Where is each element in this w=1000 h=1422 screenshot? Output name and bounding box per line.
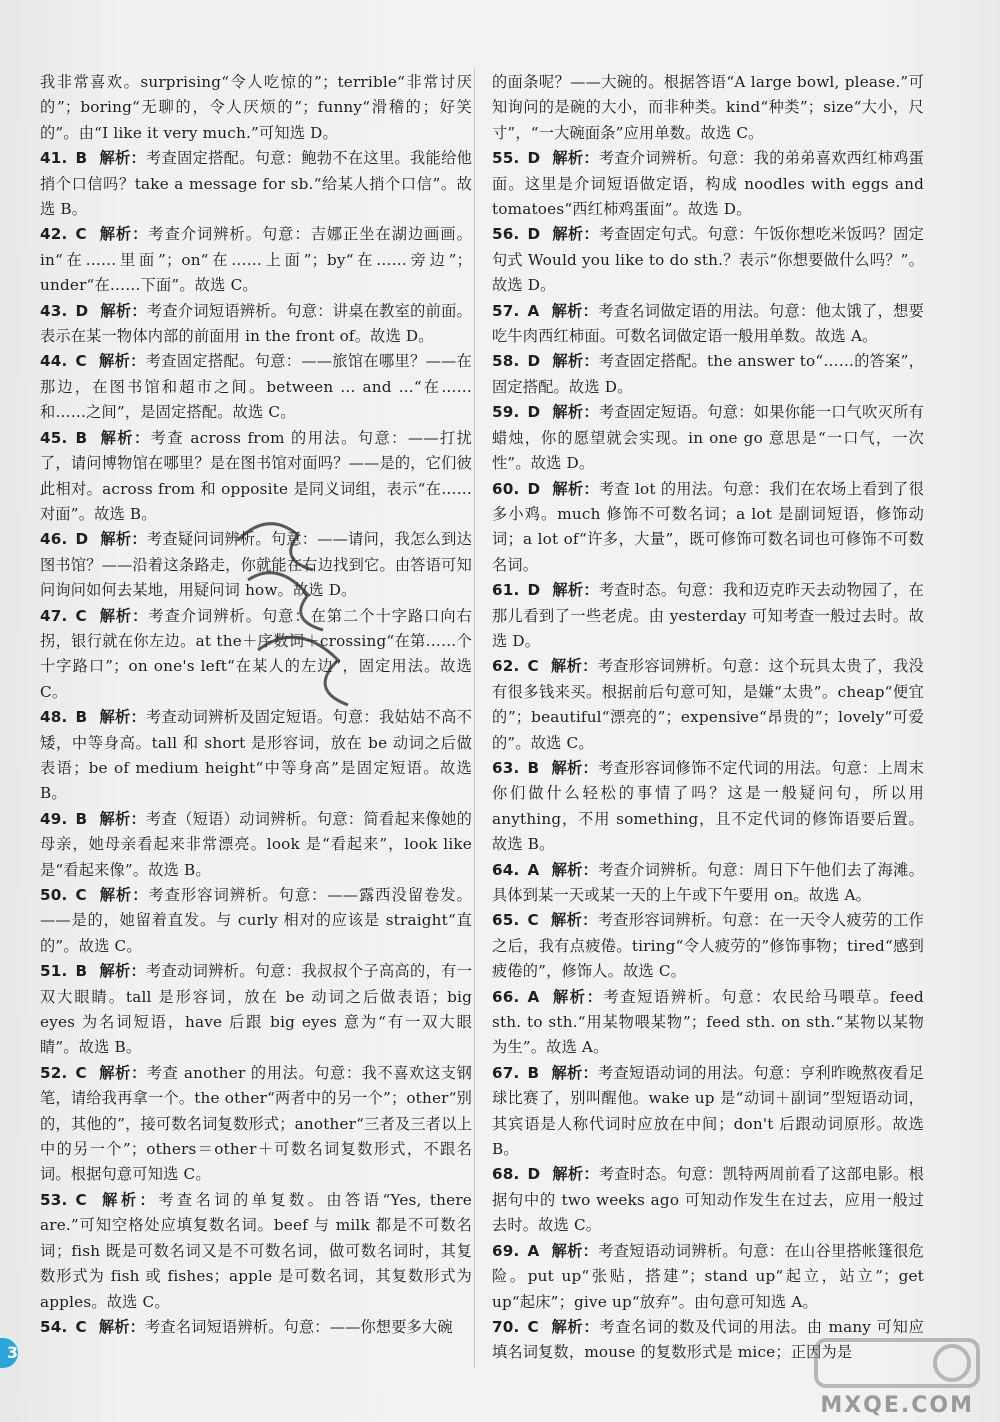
analysis-label: 解析： bbox=[98, 1317, 146, 1336]
analysis-text: 考查名词做定语的用法。句意：他太饿了，想要吃牛肉西红柿面。可数名词做定语一般用单数。故选 A。 bbox=[492, 301, 924, 346]
analysis-label: 解析： bbox=[99, 809, 147, 828]
question-number: 66. bbox=[492, 987, 520, 1006]
answer-entry bbox=[492, 578, 924, 654]
analysis-label: 解析： bbox=[551, 860, 599, 879]
analysis-text: 考查介词辨析。句意：我的弟弟喜欢西红柿鸡蛋面。这里是介词短语做定语，构成 noodles with eggs and tomatoes“西红柿鸡蛋面”。故选 D。 bbox=[492, 149, 924, 219]
analysis-text: 考查短语动词辨析。句意：在山谷里搭帐篷很危险。put up“张贴，搭建”；stand up“起立，站立”；get up“起床”；give up“放弃”。由句意可知选 A。 bbox=[492, 1241, 924, 1311]
analysis-label: 解析： bbox=[100, 301, 147, 320]
watermark-text: MXQE.COM bbox=[820, 1393, 974, 1418]
answer-entry bbox=[492, 477, 924, 579]
analysis-text: 考查固定搭配。句意：鲍勃不在这里。我能给他捎个口信吗？take a message for sb.“给某人捎个口信”。故选 B。 bbox=[40, 149, 472, 219]
handwriting-scribble bbox=[218, 500, 368, 730]
question-number: 57. bbox=[492, 301, 520, 320]
analysis-label: 解析： bbox=[552, 352, 599, 371]
answer-entry bbox=[40, 70, 472, 146]
answer-entry bbox=[492, 1061, 924, 1163]
analysis-label: 解析： bbox=[98, 886, 149, 904]
analysis-label: 解析： bbox=[98, 606, 149, 625]
question-number: 46. bbox=[40, 530, 68, 549]
analysis-text: 我非常喜欢。surprising“令人吃惊的”；terrible“非常讨厌的”；boring“无聊的，令人厌烦的”；funny“滑稽的；好笑的”。由“I like it very much.”可知选 D。 bbox=[40, 73, 472, 142]
analysis-text: 考查 another 的用法。句意：我不喜欢这支钢笔，请给我再拿一个。the other“两者中的另一个”；other“别的，其他的”，接可数名词复数形式；another“三者及三者以上中的另一个”；others＝other＋可数名词复数形式，不跟名词。根据句意可知选 C。 bbox=[40, 1063, 472, 1184]
answer-letter: B bbox=[75, 708, 88, 727]
answer-entry bbox=[492, 985, 924, 1061]
analysis-label: 解析： bbox=[99, 428, 151, 447]
answer-letter: C bbox=[75, 1063, 87, 1082]
question-number: 64. bbox=[492, 860, 520, 879]
answer-letter: D bbox=[527, 352, 541, 371]
analysis-text: 考查介词辨析。句意：在第二个十字路口向右拐，银行就在你左边。at the＋序数词＋crossing“在第……个十字路口”；on one's left“在某人的左边”，固定用法。故选 C。 bbox=[40, 606, 473, 701]
analysis-label: 解析： bbox=[98, 225, 149, 244]
right-column bbox=[492, 70, 924, 1366]
answer-letter: D bbox=[527, 581, 541, 600]
question-number: 47. bbox=[40, 606, 68, 625]
answer-letter: D bbox=[75, 301, 89, 320]
answer-entry bbox=[492, 299, 924, 350]
question-number: 67. bbox=[492, 1063, 520, 1082]
answer-entry bbox=[40, 349, 472, 425]
answer-letter: A bbox=[527, 1241, 540, 1260]
analysis-text: 的面条呢？——大碗的。根据答语“A large bowl, please.”可知询问的是碗的大小，而非种类。kind“种类”；size“大小，尺寸”，“一大碗面条”应用单数。故选 C。 bbox=[492, 73, 924, 142]
question-number: 65. bbox=[492, 911, 520, 930]
question-number: 42. bbox=[40, 225, 68, 244]
analysis-text: 考查（短语）动词辨析。句意：简看起来像她的母亲，她母亲看起来非常漂亮。look 是“看起来”，look like 是“看起来像”。故选 B。 bbox=[40, 809, 472, 879]
answer-letter: B bbox=[75, 809, 88, 828]
analysis-text: 考查短语辨析。句意：农民给马喂草。feed sth. to sth.“用某物喂某物”；feed sth. on sth.“某物以某物为生”。故选 A。 bbox=[492, 987, 924, 1057]
analysis-text: 考查名词的数及代词的用法。由 many 可知应填名词复数，mouse 的复数形式是 mice；正因为是 bbox=[492, 1317, 925, 1362]
question-number: 44. bbox=[40, 352, 68, 371]
analysis-text: 考查固定短语。句意：如果你能一口气吹灭所有蜡烛，你的愿望就会实现。in one go 意思是“一口气，一次性”。故选 D。 bbox=[492, 403, 924, 473]
answer-letter: B bbox=[527, 758, 540, 777]
answer-letter: C bbox=[75, 606, 87, 625]
analysis-text: 考查名词短语辨析。句意：——你想要多大碗 bbox=[145, 1317, 453, 1336]
question-number: 62. bbox=[492, 657, 520, 676]
analysis-label: 解析： bbox=[98, 1063, 147, 1082]
page-number-tab: 3 bbox=[0, 1338, 18, 1368]
analysis-text: 考查动词辨析。句意：我叔叔个子高高的，有一双大眼睛。tall 是形容词，放在 be 动词之后做表语；big eyes 为名词短语，have 后跟 big eyes 意为“有一双大眼睛”。故选 B。 bbox=[40, 962, 472, 1057]
question-number: 54. bbox=[40, 1317, 68, 1336]
analysis-label: 解析： bbox=[98, 352, 146, 371]
analysis-text: 考查形容词修饰不定代词的用法。句意：上周末你们做什么轻松的事情了吗？这是一般疑问句，所以用 anything，不用 something，且不定代词的修饰语要后置。故选 B。 bbox=[492, 758, 924, 854]
analysis-text: 考查 across from 的用法。句意：——打扰了，请问博物馆在哪里？是在图书馆对面吗？——是的，它们彼此相对。across from 和 opposite 是同义词组，表示“在……对面”。故选 B。 bbox=[40, 428, 472, 523]
analysis-label: 解析： bbox=[550, 911, 598, 930]
analysis-label: 解析： bbox=[552, 479, 599, 498]
answer-letter: B bbox=[75, 149, 88, 168]
analysis-label: 解析： bbox=[552, 225, 599, 244]
analysis-text: 考查固定句式。句意：午饭你想吃米饭吗？固定句式 Would you like to do sth.？表示“你想要做什么吗？”。故选 D。 bbox=[492, 225, 924, 295]
answer-letter: A bbox=[527, 860, 540, 879]
answer-entry bbox=[492, 70, 924, 146]
answer-letter: D bbox=[527, 1165, 541, 1184]
analysis-text: 考查固定搭配。the answer to“……的答案”，固定搭配。故选 D。 bbox=[492, 352, 924, 396]
analysis-label: 解析： bbox=[99, 962, 147, 981]
answer-letter: B bbox=[527, 1063, 540, 1082]
answer-letter: C bbox=[75, 886, 87, 904]
analysis-label: 解析： bbox=[550, 1317, 600, 1336]
answer-entry bbox=[40, 1188, 472, 1315]
answer-entry bbox=[492, 400, 924, 476]
analysis-text: 考查形容词辨析。句意：——露西没留卷发。——是的，她留着直发。与 curly 相对的应该是 straight“直的”。故选 C。 bbox=[40, 886, 472, 955]
analysis-label: 解析： bbox=[551, 1241, 599, 1260]
answer-entry bbox=[492, 146, 924, 222]
answer-letter: D bbox=[527, 225, 541, 244]
analysis-text: 考查形容词辨析。句意：在一天令人疲劳的工作之后，我有点疲倦。tiring“令人疲劳的”修饰事物；tired“感到疲倦的”，修饰人。故选 C。 bbox=[492, 911, 925, 981]
analysis-label: 解析： bbox=[552, 1165, 599, 1184]
analysis-text: 考查介词辨析。句意：吉娜正坐在湖边画画。in“在……里面”；on“在……上面”；by“在……旁边”；under“在……下面”。故选 C。 bbox=[40, 225, 473, 295]
question-number: 68. bbox=[492, 1165, 520, 1184]
answer-letter: C bbox=[75, 1190, 87, 1209]
analysis-label: 解析： bbox=[99, 149, 147, 168]
answer-entry bbox=[492, 222, 924, 298]
answer-entry bbox=[492, 858, 924, 909]
analysis-label: 解析： bbox=[551, 758, 599, 777]
answer-entry bbox=[492, 654, 924, 756]
answer-letter: C bbox=[527, 657, 539, 676]
question-number: 51. bbox=[40, 962, 68, 981]
analysis-text: 考查形容词辨析。句意：这个玩具太贵了，我没有很多钱来买。根据前后句意可知，是嫌“太贵”。cheap“便宜的”；beautiful“漂亮的”；expensive“昂贵的”；lovely“可爱的”。故选 C。 bbox=[492, 657, 925, 752]
question-number: 52. bbox=[40, 1063, 68, 1082]
answer-letter: A bbox=[527, 301, 540, 320]
question-number: 50. bbox=[40, 886, 68, 904]
question-number: 55. bbox=[492, 149, 520, 168]
question-number: 49. bbox=[40, 809, 68, 828]
question-number: 43. bbox=[40, 301, 68, 320]
question-number: 61. bbox=[492, 581, 520, 600]
answer-entry bbox=[40, 299, 472, 350]
question-number: 56. bbox=[492, 225, 520, 244]
answer-entry bbox=[40, 883, 472, 959]
analysis-label: 解析： bbox=[552, 581, 599, 600]
answer-letter: C bbox=[75, 352, 87, 371]
question-number: 70. bbox=[492, 1317, 520, 1336]
answer-letter: B bbox=[75, 428, 88, 447]
answer-letter: D bbox=[527, 479, 541, 498]
analysis-text: 考查时态。句意：我和迈克昨天去动物园了，在那儿看到了一些老虎。由 yesterday 可知考查一般过去时。故选 D。 bbox=[492, 581, 924, 650]
question-number: 53. bbox=[40, 1190, 68, 1209]
answer-letter: C bbox=[75, 1317, 87, 1336]
answer-entry bbox=[40, 807, 472, 883]
answer-letter: D bbox=[75, 530, 89, 549]
answer-entry bbox=[492, 1162, 924, 1238]
answer-entry bbox=[40, 1061, 472, 1188]
analysis-text: 考查动词辨析及固定短语。句意：我姑姑不高不矮，中等身高。tall 和 short 是形容词，放在 be 动词之后做表语；be of medium height“中等身高”是固定短语。故选 B。 bbox=[40, 708, 472, 803]
analysis-label: 解析： bbox=[100, 530, 147, 549]
answer-entry bbox=[40, 959, 472, 1061]
analysis-label: 解析： bbox=[552, 403, 599, 422]
analysis-label: 解析： bbox=[551, 1063, 599, 1082]
analysis-text: 考查疑问词辨析。句意：——请问，我怎么到达图书馆？——沿着这条路走，你就能在右边找到它。由答语可知问询问如何去某地，用疑问词 how。故选 D。 bbox=[40, 530, 472, 600]
analysis-label: 解析： bbox=[98, 1190, 159, 1209]
answer-entry bbox=[492, 756, 924, 858]
question-number: 45. bbox=[40, 428, 68, 447]
answer-letter: B bbox=[75, 962, 88, 981]
analysis-text: 考查介词辨析。句意：周日下午他们去了海滩。具体到某一天或某一天的上午或下午要用 on。故选 A。 bbox=[492, 860, 924, 904]
answer-entry bbox=[492, 908, 924, 984]
analysis-text: 考查时态。句意：凯特两周前看了这部电影。根据句中的 two weeks ago 可知动作发生在过去，应用一般过去时。故选 C。 bbox=[492, 1165, 924, 1235]
analysis-label: 解析： bbox=[551, 987, 604, 1006]
question-number: 60. bbox=[492, 479, 520, 498]
answer-letter: C bbox=[527, 911, 539, 930]
question-number: 41. bbox=[40, 149, 68, 168]
answer-letter: D bbox=[527, 149, 541, 168]
answer-entry bbox=[40, 146, 472, 222]
answer-letter: D bbox=[527, 403, 541, 422]
question-number: 69. bbox=[492, 1241, 520, 1260]
answer-entry bbox=[492, 1239, 924, 1315]
analysis-text: 考查短语动词的用法。句意：亨利昨晚熬夜看足球比赛了，别叫醒他。wake up 是“动词＋副词”型短语动词，其宾语是人称代词时应放在中间；don't 后跟动词原形。故选 B。 bbox=[492, 1063, 924, 1159]
question-number: 63. bbox=[492, 758, 520, 777]
analysis-text: 考查固定搭配。句意：——旅馆在哪里？——在那边，在图书馆和超市之间。between ... and ...“在……和……之间”，是固定搭配。故选 C。 bbox=[40, 352, 472, 422]
answer-entry bbox=[40, 1315, 472, 1340]
answer-entry bbox=[40, 222, 472, 298]
answer-letter: A bbox=[527, 987, 540, 1006]
question-number: 48. bbox=[40, 708, 68, 727]
column-divider bbox=[474, 68, 475, 1368]
analysis-text: 考查介词短语辨析。句意：讲桌在教室的前面。表示在某一物体内部的前面用 in the front of。故选 D。 bbox=[40, 301, 472, 346]
answer-entry bbox=[492, 349, 924, 400]
analysis-label: 解析： bbox=[99, 708, 147, 727]
answer-letter: C bbox=[75, 225, 87, 244]
question-number: 58. bbox=[492, 352, 520, 371]
analysis-text: 考查名词的单复数。由答语“Yes, there are.”可知空格处应填复数名词。beef 与 milk 都是不可数名词；fish 既是可数名词又是不可数名词，做可数名词时，其复数形式为 fish 或 fishes；apple 是可数名词，其复数形式为 apples。故选 C。 bbox=[40, 1190, 472, 1311]
analysis-label: 解析： bbox=[551, 301, 599, 320]
analysis-label: 解析： bbox=[552, 149, 599, 168]
analysis-text: 考查 lot 的用法。句意：我们在农场上看到了很多小鸡。much 修饰不可数名词；a lot 是副词短语，修饰动词；a lot of“许多，大量”，既可修饰可数名词也可修饰不可数名词。 bbox=[492, 479, 924, 574]
question-number: 59. bbox=[492, 403, 520, 422]
analysis-label: 解析： bbox=[550, 657, 598, 676]
answer-letter: C bbox=[527, 1317, 539, 1336]
